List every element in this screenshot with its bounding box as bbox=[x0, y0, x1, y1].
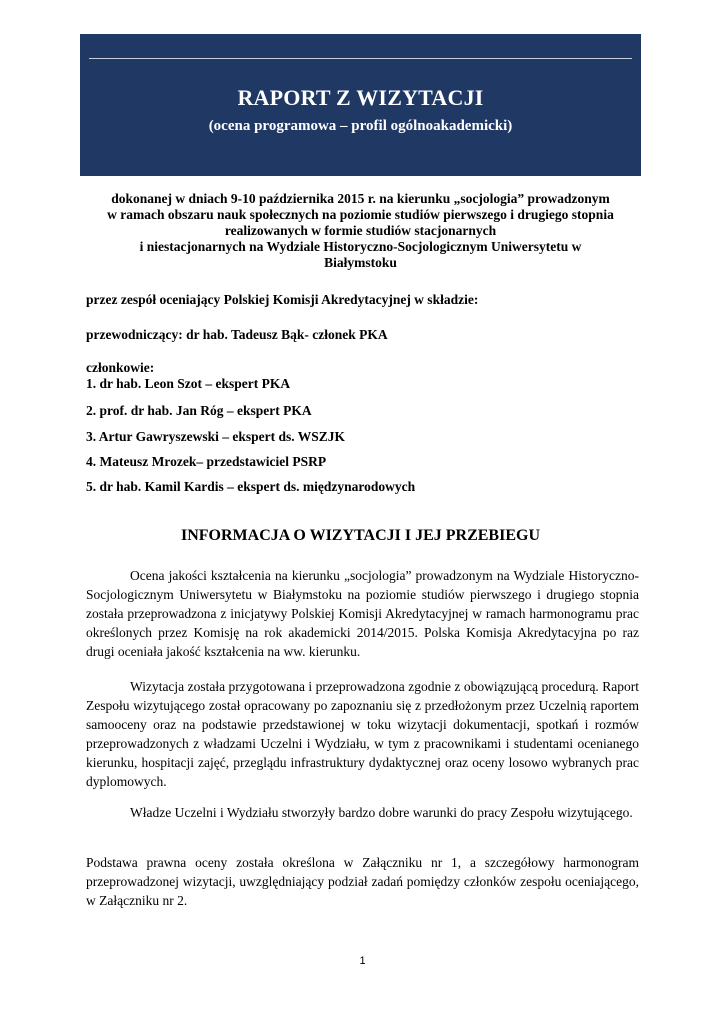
visit-description-line: i niestacjonarnych na Wydziale Historyczno-Socjologicznym Uniwersytetu w bbox=[139, 239, 582, 254]
team-chair: przewodniczący: dr hab. Tadeusz Bąk- członek PKA bbox=[86, 327, 388, 342]
team-member: 5. dr hab. Kamil Kardis – ekspert ds. międzynarodowych bbox=[86, 479, 416, 494]
visit-description-line: w ramach obszaru nauk społecznych na poziomie studiów pierwszego i drugiego stopnia bbox=[107, 207, 614, 222]
team-member: 2. prof. dr hab. Jan Róg – ekspert PKA bbox=[86, 403, 312, 418]
team-member: 1. dr hab. Leon Szot – ekspert PKA bbox=[86, 376, 291, 391]
visit-description bbox=[80, 191, 641, 271]
report-subtitle: (ocena programowa – profil ogólnoakademicki) bbox=[208, 118, 513, 134]
title-banner bbox=[80, 34, 641, 176]
body-paragraph: Podstawa prawna oceny została określona w Załączniku nr 1, a szczegółowy harmonogram przeprowadzonej wizytacji, uwzględniający podział zadań pomiędzy członków zespołu oceniającego, w Załączniku nr 2. bbox=[86, 855, 639, 908]
page-number: 1 bbox=[359, 955, 366, 967]
section-heading: INFORMACJA O WIZYTACJI I JEJ PRZEBIEGU bbox=[180, 527, 540, 544]
visit-description-line: Białymstoku bbox=[324, 255, 397, 270]
visit-description-line: dokonanej w dniach 9-10 października 2015 r. na kierunku „socjologia” prowadzonym bbox=[111, 191, 610, 206]
team-member: 4. Mateusz Mrozek– przedstawiciel PSRP bbox=[86, 454, 327, 469]
body-paragraph: Władze Uczelni i Wydziału stworzyły bardzo dobre warunki do pracy Zespołu wizytującego. bbox=[130, 805, 633, 820]
body-paragraph: Ocena jakości kształcenia na kierunku „socjologia” prowadzonym na Wydziale Historyczno-Socjologicznym Uniwersytetu w Białymstoku na poziomie studiów pierwszego i drugiego stopnia została przeprowadzona z inicjatywy Polskiej Komisji Akredytacyjnej w ramach harmonogramu prac określonych przez Komisję na rok akademicki 2014/2015. Polska Komisja Akredytacyjna po raz drugi oceniała jakość kształcenia na ww. kierunku. bbox=[86, 568, 639, 659]
team-member: 3. Artur Gawryszewski – ekspert ds. WSZJK bbox=[86, 429, 346, 444]
banner-divider bbox=[89, 58, 632, 59]
body-paragraph: Wizytacja została przygotowana i przeprowadzona zgodnie z obowiązującą procedurą. Raport Zespołu wizytującego został opracowany po zapoznaniu się z przedłożonym przez Uczelnią raportem samooceny oraz na podstawie przedstawionej w toku wizytacji dokumentacji, spotkań i rozmów przeprowadzonych z władzami Uczelni i Wydziału, w tym z pracownikami i studentami ocenianego kierunku, hospitacji zajęć, przeglądu infrastruktury dydaktycznej oraz oceny losowo wybranych prac dyplomowych. bbox=[86, 679, 639, 789]
team-intro: przez zespół oceniający Polskiej Komisji Akredytacyjnej w składzie: bbox=[86, 292, 479, 307]
members-label: członkowie: bbox=[86, 360, 155, 375]
visit-description-line: realizowanych w formie studiów stacjonarnych bbox=[224, 223, 497, 238]
report-title: RAPORT Z WIZYTACJI bbox=[237, 85, 484, 110]
